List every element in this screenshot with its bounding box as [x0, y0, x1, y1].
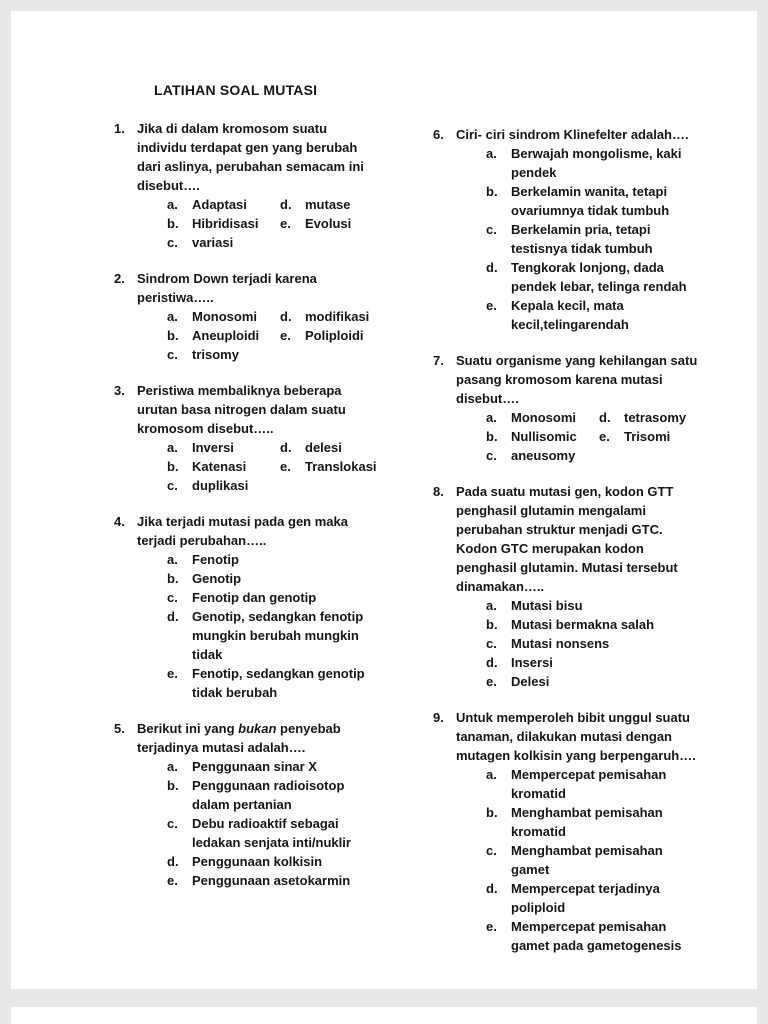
option-text: duplikasi — [192, 478, 249, 493]
option-label: d. — [280, 309, 292, 324]
question — [433, 125, 701, 334]
question-text — [137, 269, 372, 307]
option-row — [486, 879, 701, 917]
option-label: d. — [599, 410, 611, 425]
option-row — [486, 220, 701, 258]
right-column — [433, 119, 701, 972]
option-text: Mempercepat terjadinya poliploid — [511, 881, 660, 915]
question-body — [137, 719, 372, 890]
option-text: Fenotip dan genotip — [192, 590, 317, 605]
option-label: c. — [486, 448, 497, 463]
option-label: e. — [280, 328, 291, 343]
option-text: Aneuploidi — [192, 328, 260, 343]
option-row — [486, 672, 701, 691]
options-list — [167, 550, 372, 702]
option-label: e. — [599, 429, 610, 444]
option-row — [486, 144, 701, 182]
option-text: Poliploidi — [305, 328, 364, 343]
question-body — [137, 512, 372, 702]
option-text: Berwajah mongolisme, kaki pendek — [511, 146, 682, 180]
option-text: Menghambat pemisahan gamet — [511, 843, 663, 877]
option-row — [167, 776, 372, 814]
question — [114, 269, 372, 364]
option-text: Fenotip — [192, 552, 239, 567]
option-row — [486, 803, 701, 841]
question-text-run: Pada suatu mutasi gen, kodon GTT penghasil glutamin mengalami perubahan struktur menjadi GTC. Kodon GTC merupakan kodon penghasil glutamin. Mutasi tersebut dinamakan….. — [456, 484, 678, 594]
option-row — [167, 326, 372, 345]
option-row — [167, 195, 372, 214]
option-label: c. — [167, 235, 178, 250]
option-text: delesi — [305, 440, 342, 455]
question-body — [137, 381, 377, 495]
question — [114, 119, 372, 252]
question-text-run: Sindrom Down terjadi karena peristiwa….. — [137, 271, 317, 305]
question-text — [137, 119, 372, 195]
option-label: b. — [486, 429, 498, 444]
question — [433, 482, 701, 691]
column-gap — [372, 119, 433, 972]
option-text: Berkelamin wanita, tetapi ovariumnya tidak tumbuh — [511, 184, 670, 218]
option-label: b. — [167, 778, 179, 793]
option-text: Menghambat pemisahan kromatid — [511, 805, 663, 839]
question-text-run: Suatu organisme yang kehilangan satu pasang kromosom karena mutasi disebut…. — [456, 353, 698, 406]
option-label: c. — [486, 636, 497, 651]
question-body — [137, 119, 372, 252]
question-body — [137, 269, 372, 364]
option-label: e. — [167, 666, 178, 681]
option-text: modifikasi — [305, 309, 370, 324]
option-text: Delesi — [511, 674, 550, 689]
option-label: e. — [486, 298, 497, 313]
question-number: 9. — [433, 710, 444, 725]
option-label: a. — [486, 410, 497, 425]
option-label: d. — [167, 609, 179, 624]
question-text-run: penyebab terjadinya mutasi adalah…. — [137, 721, 341, 755]
question — [114, 719, 372, 890]
document-page — [11, 11, 757, 989]
option-label: e. — [280, 216, 291, 231]
option-label: d. — [486, 881, 498, 896]
option-row — [486, 596, 701, 615]
question-number: 6. — [433, 127, 444, 142]
option-label: b. — [167, 459, 179, 474]
options-list — [167, 195, 372, 252]
left-column — [114, 119, 377, 972]
option-row — [486, 765, 701, 803]
option-label: c. — [167, 590, 178, 605]
option-row — [167, 852, 372, 871]
next-page-sliver — [11, 1007, 757, 1024]
option-row — [167, 588, 372, 607]
option-label: c. — [486, 222, 497, 237]
option-text: Mempercepat pemisahan gamet pada gametogenesis — [511, 919, 682, 953]
question-text-run: Jika di dalam kromosom suatu individu terdapat gen yang berubah dari aslinya, perubahan semacam ini disebut…. — [137, 121, 364, 193]
question-text — [137, 512, 372, 550]
option-label: b. — [167, 328, 179, 343]
question-body — [456, 482, 701, 691]
option-row — [167, 233, 372, 252]
options-list — [167, 307, 372, 364]
option-text: Translokasi — [305, 459, 377, 474]
option-label: d. — [486, 655, 498, 670]
option-text: trisomy — [192, 347, 239, 362]
option-row — [486, 446, 701, 465]
question-number: 8. — [433, 484, 444, 499]
option-text: Hibridisasi — [192, 216, 259, 231]
option-text: Trisomi — [624, 429, 671, 444]
document-content — [11, 11, 757, 972]
question-number: 5. — [114, 721, 125, 736]
options-list — [486, 144, 701, 334]
option-label: d. — [486, 260, 498, 275]
option-label: c. — [486, 843, 497, 858]
option-text: Monosomi — [511, 410, 576, 425]
option-row — [486, 408, 701, 427]
option-text: aneusomy — [511, 448, 576, 463]
option-label: a. — [167, 552, 178, 567]
question-body — [456, 708, 701, 955]
option-label: a. — [167, 440, 178, 455]
option-text: mutase — [305, 197, 351, 212]
option-label: d. — [280, 440, 292, 455]
option-text: Mutasi bermakna salah — [511, 617, 655, 632]
question-text-run: Berikut ini yang — [137, 721, 239, 736]
option-row — [167, 607, 372, 664]
option-row — [167, 814, 372, 852]
options-list — [486, 596, 701, 691]
option-text: Adaptasi — [192, 197, 247, 212]
option-text: Fenotip, sedangkan genotip tidak berubah — [192, 666, 365, 700]
options-list — [486, 408, 701, 465]
option-row — [167, 550, 372, 569]
option-text: Nullisomic — [511, 429, 577, 444]
option-text: Debu radioaktif sebagai ledakan senjata inti/nuklir — [192, 816, 351, 850]
option-row — [167, 757, 372, 776]
option-label: d. — [280, 197, 292, 212]
option-row — [486, 841, 701, 879]
question-number: 4. — [114, 514, 125, 529]
question-number: 7. — [433, 353, 444, 368]
question-text — [456, 125, 701, 144]
option-label: a. — [167, 309, 178, 324]
option-label: a. — [486, 598, 497, 613]
option-row — [167, 871, 372, 890]
option-row — [167, 476, 377, 495]
option-label: c. — [167, 347, 178, 362]
option-row — [167, 457, 377, 476]
option-label: a. — [167, 759, 178, 774]
options-list — [167, 757, 372, 890]
option-text: Mutasi nonsens — [511, 636, 610, 651]
option-text: Penggunaan asetokarmin — [192, 873, 351, 888]
option-text: Mempercepat pemisahan kromatid — [511, 767, 667, 801]
two-column-layout — [114, 119, 705, 972]
option-text: tetrasomy — [624, 410, 687, 425]
question-text-run: Peristiwa membaliknya beberapa urutan basa nitrogen dalam suatu kromosom disebut….. — [137, 383, 346, 436]
option-row — [167, 664, 372, 702]
option-row — [167, 214, 372, 233]
option-label: a. — [167, 197, 178, 212]
option-text: Inversi — [192, 440, 234, 455]
question — [114, 512, 372, 702]
option-text: Genotip — [192, 571, 242, 586]
option-label: e. — [280, 459, 291, 474]
option-row — [486, 258, 701, 296]
option-row — [486, 182, 701, 220]
question-text-run: Jika terjadi mutasi pada gen maka terjadi perubahan….. — [137, 514, 348, 548]
option-row — [486, 634, 701, 653]
question — [433, 708, 701, 955]
option-label: e. — [486, 674, 497, 689]
option-label: b. — [486, 617, 498, 632]
option-label: b. — [486, 805, 498, 820]
option-row — [486, 427, 701, 446]
option-row — [167, 569, 372, 588]
question-text — [456, 708, 701, 765]
question-text-run: bukan — [238, 721, 277, 736]
option-row — [167, 438, 377, 457]
question-body — [456, 351, 701, 465]
option-row — [167, 307, 372, 326]
option-text: Penggunaan radioisotop dalam pertanian — [192, 778, 345, 812]
question-number: 3. — [114, 383, 125, 398]
option-label: c. — [167, 478, 178, 493]
option-row — [486, 615, 701, 634]
option-text: Evolusi — [305, 216, 352, 231]
option-label: e. — [486, 919, 497, 934]
question-text-run: Ciri- ciri sindrom Klinefelter adalah…. — [456, 127, 689, 142]
option-text: Penggunaan sinar X — [192, 759, 317, 774]
option-text: Monosomi — [192, 309, 257, 324]
option-label: c. — [167, 816, 178, 831]
option-row — [486, 296, 701, 334]
option-row — [486, 653, 701, 672]
question-number: 1. — [114, 121, 125, 136]
option-text: Insersi — [511, 655, 553, 670]
option-text: Penggunaan kolkisin — [192, 854, 323, 869]
document-title: LATIHAN SOAL MUTASI — [154, 82, 318, 98]
option-text: Kepala kecil, mata kecil,telingarendah — [511, 298, 629, 332]
option-row — [486, 917, 701, 955]
option-text: Katenasi — [192, 459, 247, 474]
question-text — [456, 482, 701, 596]
option-text: Tengkorak lonjong, dada pendek lebar, telinga rendah — [511, 260, 687, 294]
question-text — [137, 381, 377, 438]
option-label: b. — [167, 216, 179, 231]
question-number: 2. — [114, 271, 125, 286]
question — [433, 351, 701, 465]
option-label: b. — [486, 184, 498, 199]
question — [114, 381, 377, 495]
question-text — [137, 719, 372, 757]
option-text: Berkelamin pria, tetapi testisnya tidak tumbuh — [511, 222, 653, 256]
options-list — [167, 438, 377, 495]
option-text: Genotip, sedangkan fenotip mungkin berubah mungkin tidak — [192, 609, 364, 662]
option-row — [167, 345, 372, 364]
option-text: Mutasi bisu — [511, 598, 583, 613]
options-list — [486, 765, 701, 955]
option-label: e. — [167, 873, 178, 888]
question-text — [456, 351, 701, 408]
option-label: a. — [486, 146, 497, 161]
question-text-run: Untuk memperoleh bibit unggul suatu tanaman, dilakukan mutasi dengan mutagen kolkisin yang berpengaruh…. — [456, 710, 696, 763]
option-text: variasi — [192, 235, 234, 250]
option-label: d. — [167, 854, 179, 869]
option-label: a. — [486, 767, 497, 782]
option-label: b. — [167, 571, 179, 586]
question-body — [456, 125, 701, 334]
